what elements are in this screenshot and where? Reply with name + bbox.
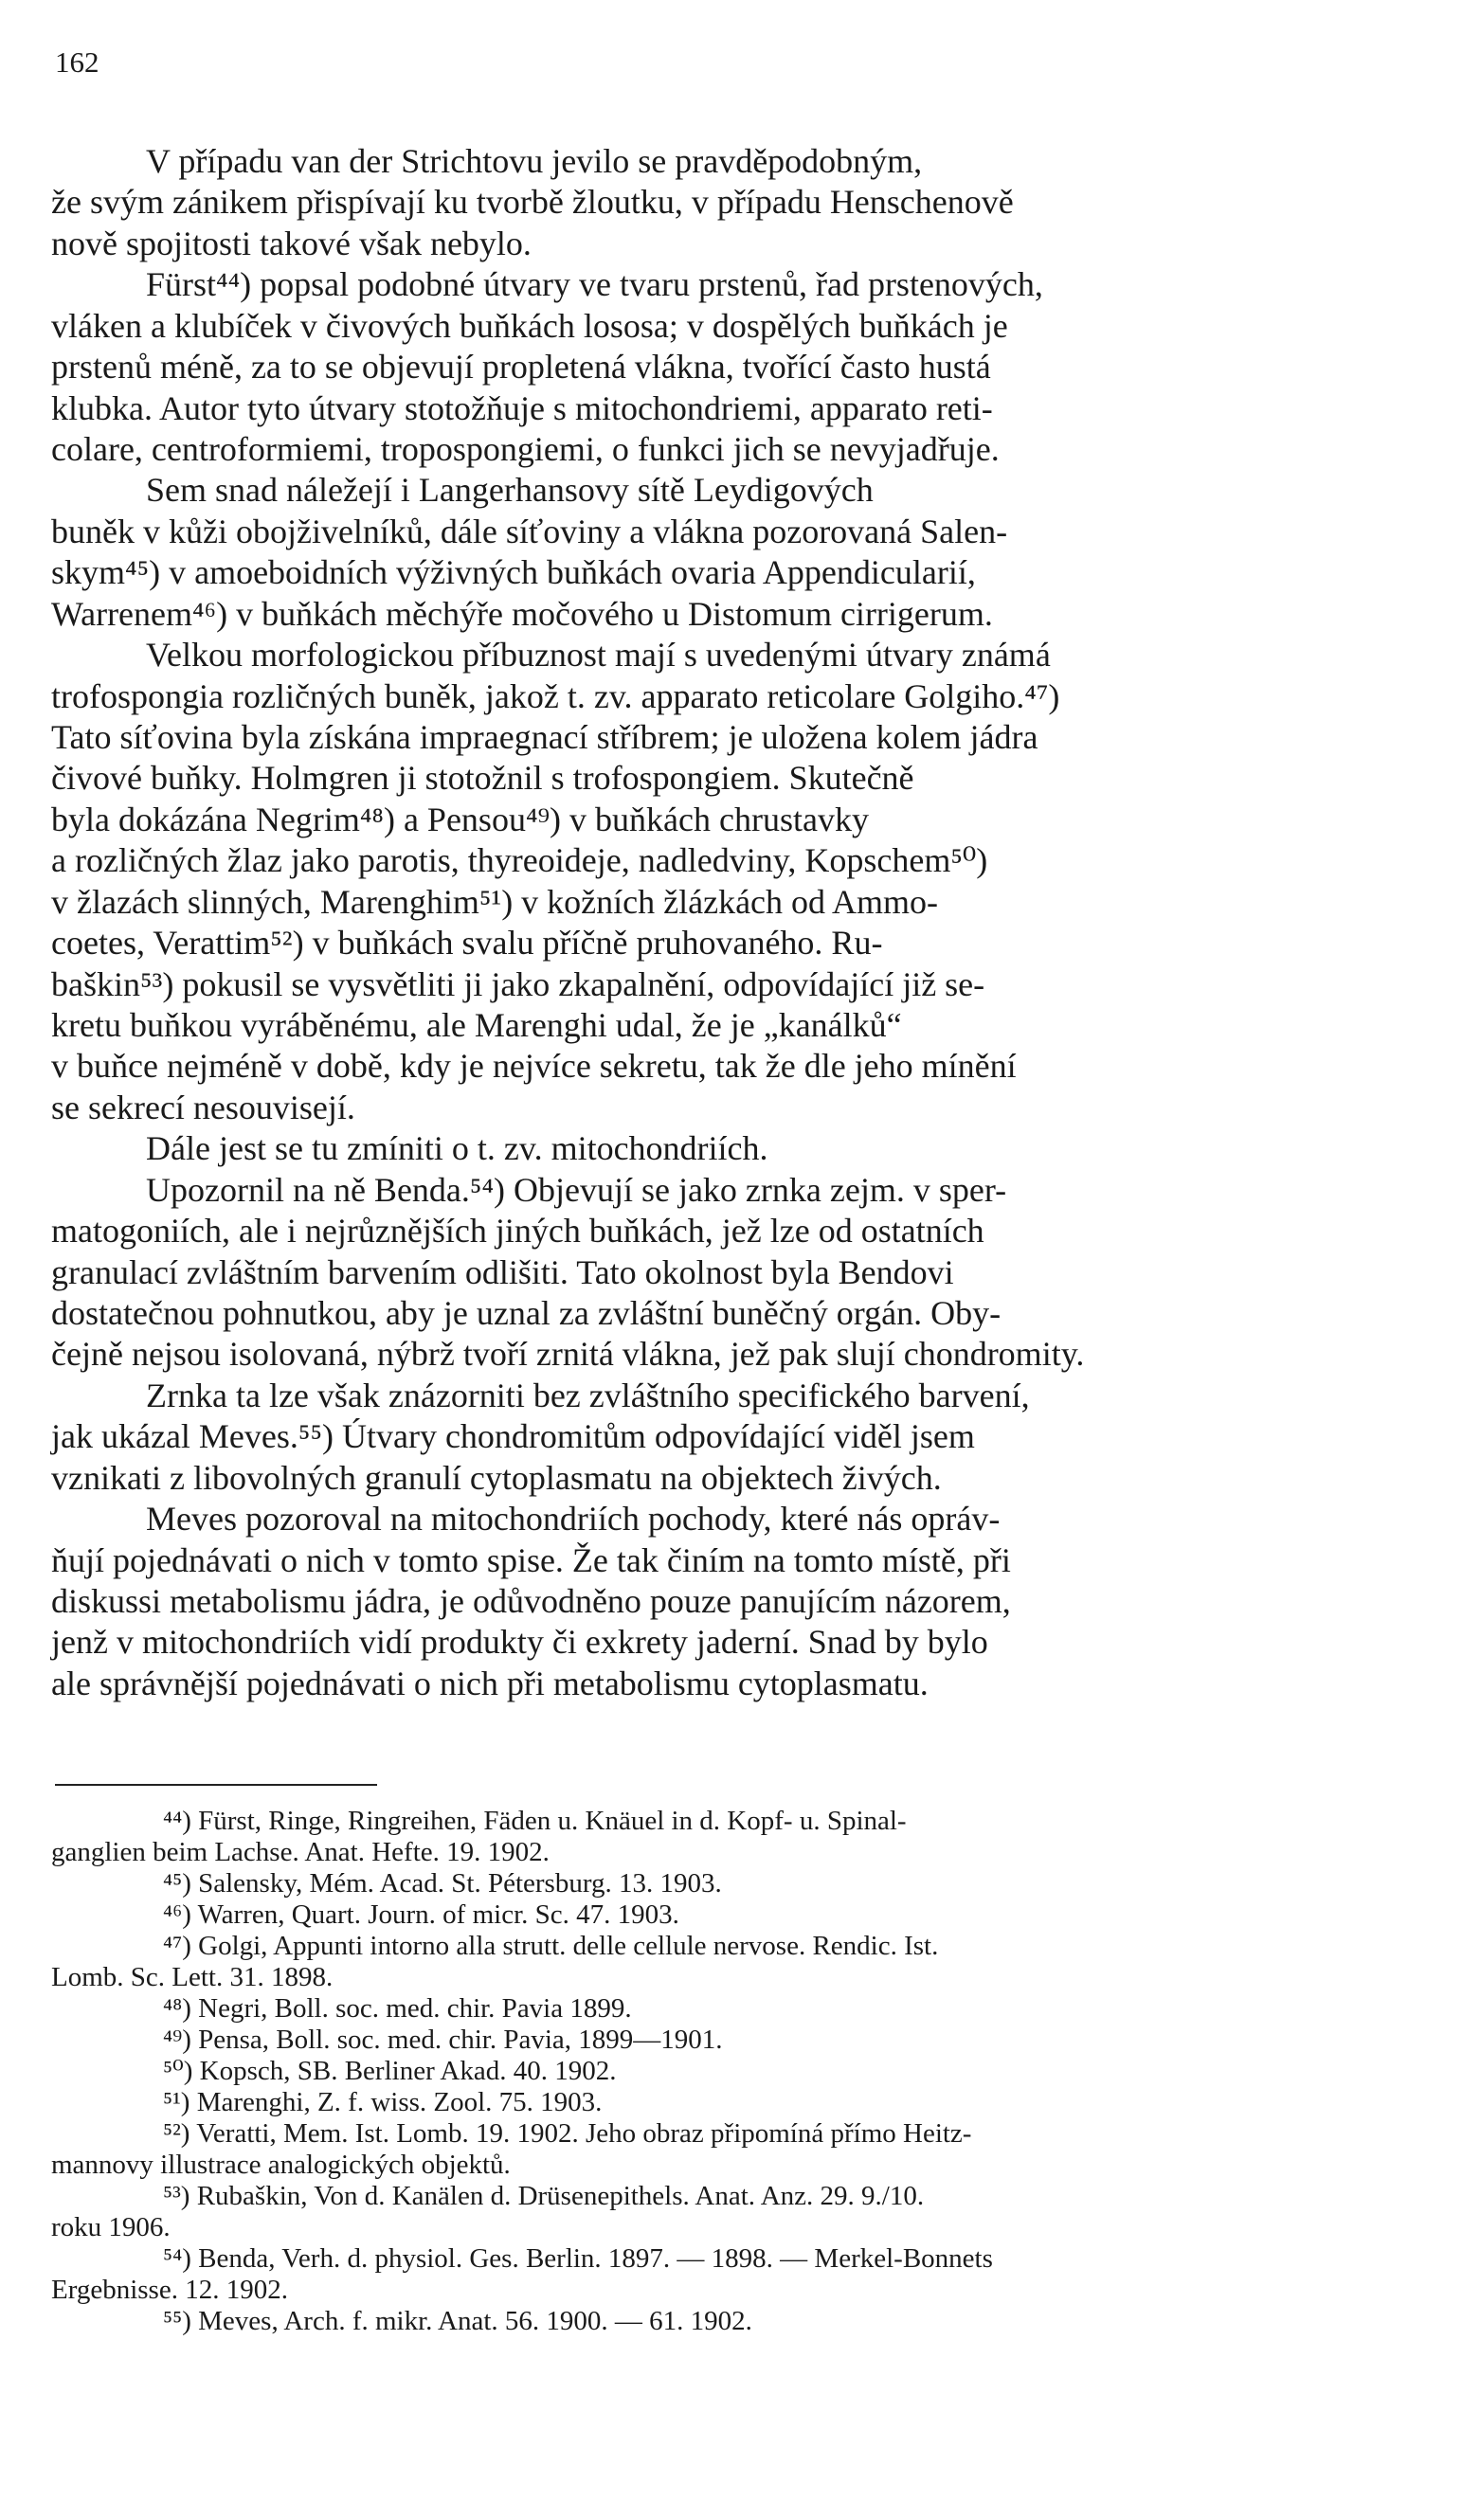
body-line: trofospongia rozličných buněk, jakož t. zv. apparato reticolare Golgiho.⁴⁷) [51, 677, 1060, 715]
body-line: byla dokázána Negrim⁴⁸) a Pensou⁴⁹) v buňkách chrustavky [51, 801, 869, 838]
body-line: ale správnější pojednávati o nich při metabolismu cytoplasmatu. [51, 1665, 929, 1702]
body-line: matogoniích, ale i nejrůznějších jiných buňkách, jež lze od ostatních [51, 1212, 984, 1250]
body-line: a rozličných žlaz jako parotis, thyreoideje, nadledviny, Kopschem⁵⁰) [51, 841, 988, 879]
footnote-line: Ergebnisse. 12. 1902. [51, 2275, 288, 2305]
footnote-line: ⁴⁸) Negri, Boll. soc. med. chir. Pavia 1899. [163, 1993, 632, 2024]
body-line: se sekrecí nesouvisejí. [51, 1089, 355, 1126]
footnote-line: ⁴⁴) Fürst, Ringe, Ringreihen, Fäden u. Knäuel in d. Kopf- u. Spinal- [163, 1806, 907, 1836]
body-line: coetes, Verattim⁵²) v buňkách svalu příčně pruhovaného. Ru- [51, 924, 883, 962]
page-number: 162 [55, 45, 99, 79]
body-line: buněk v kůži obojživelníků, dále síťoviny a vlákna pozorovaná Salen- [51, 513, 1008, 550]
footnote-divider [55, 1784, 377, 1786]
body-line: diskussi metabolismu jádra, je odůvodněno pouze panujícím názorem, [51, 1582, 1011, 1620]
body-line: skym⁴⁵) v amoeboidních výživných buňkách ovaria Appendicularií, [51, 553, 976, 591]
footnote-line: ⁴⁶) Warren, Quart. Journ. of micr. Sc. 47. 1903. [163, 1899, 679, 1930]
body-line: V případu van der Strichtovu jevilo se pravděpodobným, [146, 142, 923, 180]
body-line: Fürst⁴⁴) popsal podobné útvary ve tvaru prstenů, řad prstenových, [146, 265, 1043, 303]
body-line: dostatečnou pohnutkou, aby je uznal za zvláštní buněčný orgán. Oby- [51, 1294, 1002, 1332]
body-line: čejně nejsou isolovaná, nýbrž tvoří zrnitá vlákna, jež pak slují chondromity. [51, 1335, 1085, 1373]
body-line: vznikati z libovolných granulí cytoplasmatu na objektech živých. [51, 1459, 942, 1497]
body-line: Sem snad náležejí i Langerhansovy sítě Leydigových [146, 471, 874, 509]
body-line: Warrenem⁴⁶) v buňkách měchýře močového u Distomum cirrigerum. [51, 595, 993, 633]
body-line: baškin⁵³) pokusil se vysvětliti ji jako zkapalnění, odpovídající již se- [51, 965, 985, 1003]
body-line: jenž v mitochondriích vidí produkty či exkrety jaderní. Snad by bylo [51, 1623, 988, 1661]
body-line: Dále jest se tu zmíniti o t. zv. mitochondriích. [146, 1129, 768, 1167]
body-line: jak ukázal Meves.⁵⁵) Útvary chondromitům odpovídající viděl jsem [51, 1417, 975, 1455]
footnote-line: roku 1906. [51, 2212, 171, 2242]
footnote-line: ⁴⁷) Golgi, Appunti intorno alla strutt. delle cellule nervose. Rendic. Ist. [163, 1931, 939, 1961]
body-line: Zrnka ta lze však znázorniti bez zvláštního specifického barvení, [146, 1377, 1030, 1414]
body-line: Velkou morfologickou příbuznost mají s uvedenými útvary známá [146, 636, 1051, 674]
body-line: čivové buňky. Holmgren ji stotožnil s trofospongiem. Skutečně [51, 759, 914, 797]
body-line: prstenů méně, za to se objevují propletená vlákna, tvořící často hustá [51, 348, 991, 386]
body-line: Meves pozoroval na mitochondriích pochody, které nás opráv- [146, 1500, 1001, 1538]
footnote-line: ⁵⁰) Kopsch, SB. Berliner Akad. 40. 1902. [163, 2056, 617, 2086]
body-line: kretu buňkou vyráběnému, ale Marenghi udal, že je „kanálků“ [51, 1006, 902, 1044]
footnote-line: ⁵³) Rubaškin, Von d. Kanälen d. Drüsenepithels. Anat. Anz. 29. 9./10. [163, 2181, 925, 2211]
body-line: nově spojitosti takové však nebylo. [51, 225, 532, 262]
footnote-line: Lomb. Sc. Lett. 31. 1898. [51, 1962, 334, 1992]
body-line: v buňce nejméně v době, kdy je nejvíce sekretu, tak že dle jeho mínění [51, 1047, 1017, 1085]
body-line: v žlazách slinných, Marenghim⁵¹) v kožních žlázkách od Ammo- [51, 883, 939, 921]
footnote-line: ⁵²) Veratti, Mem. Ist. Lomb. 19. 1902. Jeho obraz připomíná přímo Heitz- [163, 2118, 972, 2149]
body-line: granulací zvláštním barvením odlišiti. Tato okolnost byla Bendovi [51, 1253, 954, 1291]
footnote-line: ⁴⁹) Pensa, Boll. soc. med. chir. Pavia, 1899—1901. [163, 2025, 723, 2055]
body-line: Upozornil na ně Benda.⁵⁴) Objevují se jako zrnka zejm. v sper- [146, 1171, 1007, 1209]
body-line: ňují pojednávati o nich v tomto spise. Že tak činím na tomto místě, při [51, 1541, 1011, 1579]
footnote-line: ⁴⁵) Salensky, Mém. Acad. St. Pétersburg. 13. 1903. [163, 1868, 722, 1899]
body-line: že svým zánikem přispívají ku tvorbě žloutku, v případu Henschenově [51, 183, 1014, 221]
body-line: Tato síťovina byla získána impraegnací stříbrem; je uložena kolem jádra [51, 718, 1038, 756]
footnote-line: ⁵⁴) Benda, Verh. d. physiol. Ges. Berlin. 1897. — 1898. — Merkel-Bonnets [163, 2243, 993, 2274]
body-line: klubka. Autor tyto útvary stotožňuje s mitochondriemi, apparato reti- [51, 389, 993, 427]
footnote-line: ⁵⁵) Meves, Arch. f. mikr. Anat. 56. 1900. — 61. 1902. [163, 2306, 752, 2336]
body-line: colare, centroformiemi, tropospongiemi, o funkci jich se nevyjadřuje. [51, 430, 1000, 468]
body-line: vláken a klubíček v čivových buňkách lososa; v dospělých buňkách je [51, 307, 1008, 345]
footnote-line: ⁵¹) Marenghi, Z. f. wiss. Zool. 75. 1903. [163, 2087, 603, 2117]
footnote-line: mannovy illustrace analogických objektů. [51, 2150, 511, 2180]
footnote-line: ganglien beim Lachse. Anat. Hefte. 19. 1902. [51, 1837, 550, 1867]
